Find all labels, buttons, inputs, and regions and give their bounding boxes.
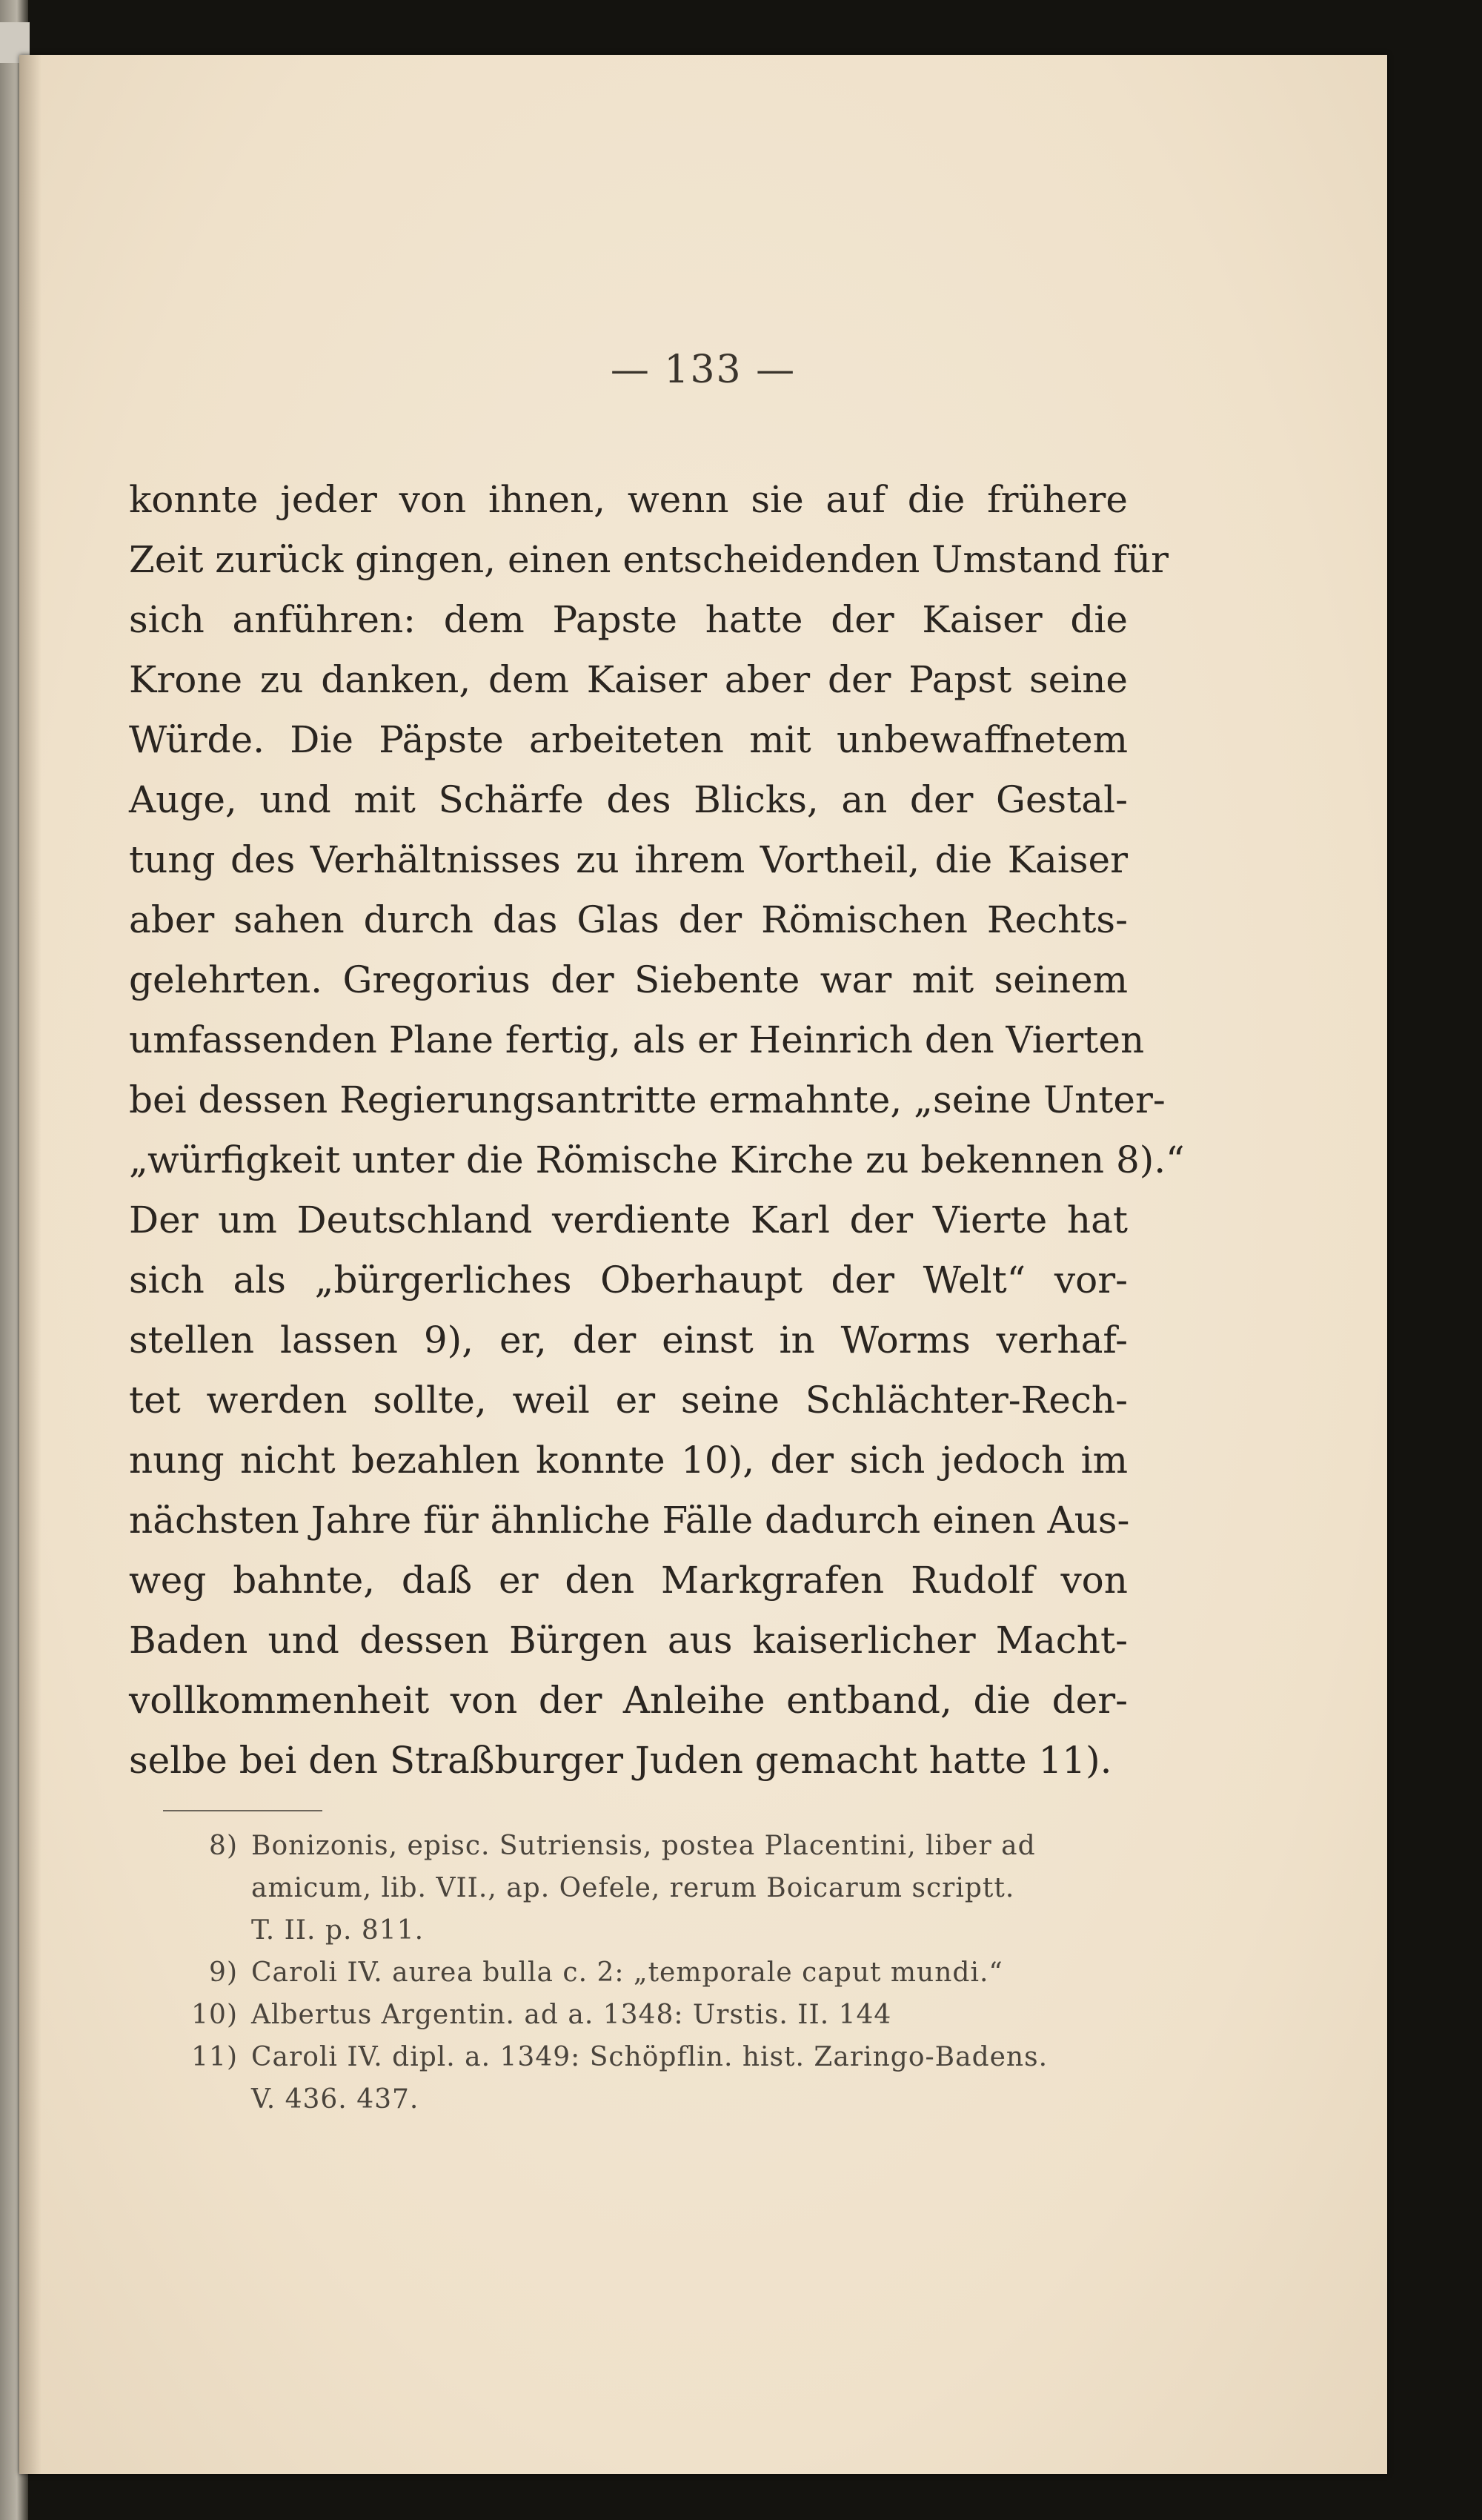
text-line: weg bahnte, daß er den Markgrafen Rudolf von [129,1559,1128,1602]
text-line: nung nicht bezahlen konnte 10), der sich jedoch im [129,1439,1128,1482]
footnote-number: 10) [191,2000,238,2030]
footnote-line: T. II. p. 811. [251,1915,425,1946]
text-line: vollkommenheit von der Anleihe entband, die der- [129,1679,1128,1722]
text-line: konnte jeder von ihnen, wenn sie auf die frühere [129,478,1128,521]
text-line: gelehrten. Gregorius der Siebente war mit seinem [129,958,1128,1001]
page-number-header: — 133 — [610,348,797,392]
text-line: Würde. Die Päpste arbeiteten mit unbewaffnetem [129,718,1128,761]
text-line: Krone zu danken, dem Kaiser aber der Papst seine [129,658,1128,701]
footnote-8 [182,1825,1146,1952]
footnote-11 [182,2036,1146,2121]
text-line: Auge, und mit Schärfe des Blicks, an der Gestal- [129,778,1128,821]
text-line: Zeit zurück gingen, einen entscheidenden Umstand für [129,538,1169,581]
footnotes-block [182,1825,1146,2121]
footnote-line: Albertus Argentin. ad a. 1348: Urstis. II. 144 [251,2000,892,2030]
text-line: Der um Deutschland verdiente Karl der Vierte hat [129,1198,1128,1241]
book-page [19,55,1387,2474]
footnote-line: Caroli IV. aurea bulla c. 2: „temporale caput mundi.“ [251,1957,1003,1988]
text-line: aber sahen durch das Glas der Römischen Rechts- [129,898,1128,941]
text-line: bei dessen Regierungsantritte ermahnte, „seine Unter- [129,1078,1166,1121]
text-line: „würfigkeit unter die Römische Kirche zu bekennen 8).“ [129,1138,1185,1181]
page-gutter-shadow [19,55,41,2474]
footnote-separator [163,1810,322,1811]
text-line: sich als „bürgerliches Oberhaupt der Welt“ vor- [129,1259,1128,1302]
text-line: tung des Verhältnisses zu ihrem Vortheil, die Kaiser [129,838,1128,881]
footnote-9 [182,1952,1146,1994]
footnote-line: V. 436. 437. [251,2084,419,2115]
footnote-number: 9) [209,1957,238,1988]
text-line: nächsten Jahre für ähnliche Fälle dadurch einen Aus- [129,1499,1130,1542]
text-line: stellen lassen 9), er, der einst in Worms verhaf- [129,1319,1128,1362]
text-line: sich anführen: dem Papste hatte der Kaiser die [129,598,1128,641]
footnote-line: Bonizonis, episc. Sutriensis, postea Placentini, liber ad [251,1831,1036,1861]
footnote-10 [182,1994,1146,2036]
footnote-line: Caroli IV. dipl. a. 1349: Schöpflin. hist. Zaringo-Badens. [251,2042,1049,2072]
footnote-line: amicum, lib. VII., ap. Oefele, rerum Boicarum scriptt. [251,1873,1015,1903]
text-line: umfassenden Plane fertig, als er Heinrich den Vierten [129,1018,1145,1061]
text-line: Baden und dessen Bürgen aus kaiserlicher Macht- [129,1619,1128,1662]
footnote-number: 11) [191,2042,238,2072]
text-line: selbe bei den Straßburger Juden gemacht hatte 11). [129,1739,1112,1782]
main-text-block [129,470,1185,1791]
text-line: tet werden sollte, weil er seine Schlächter-Rech- [129,1379,1128,1422]
footnote-number: 8) [209,1831,238,1861]
